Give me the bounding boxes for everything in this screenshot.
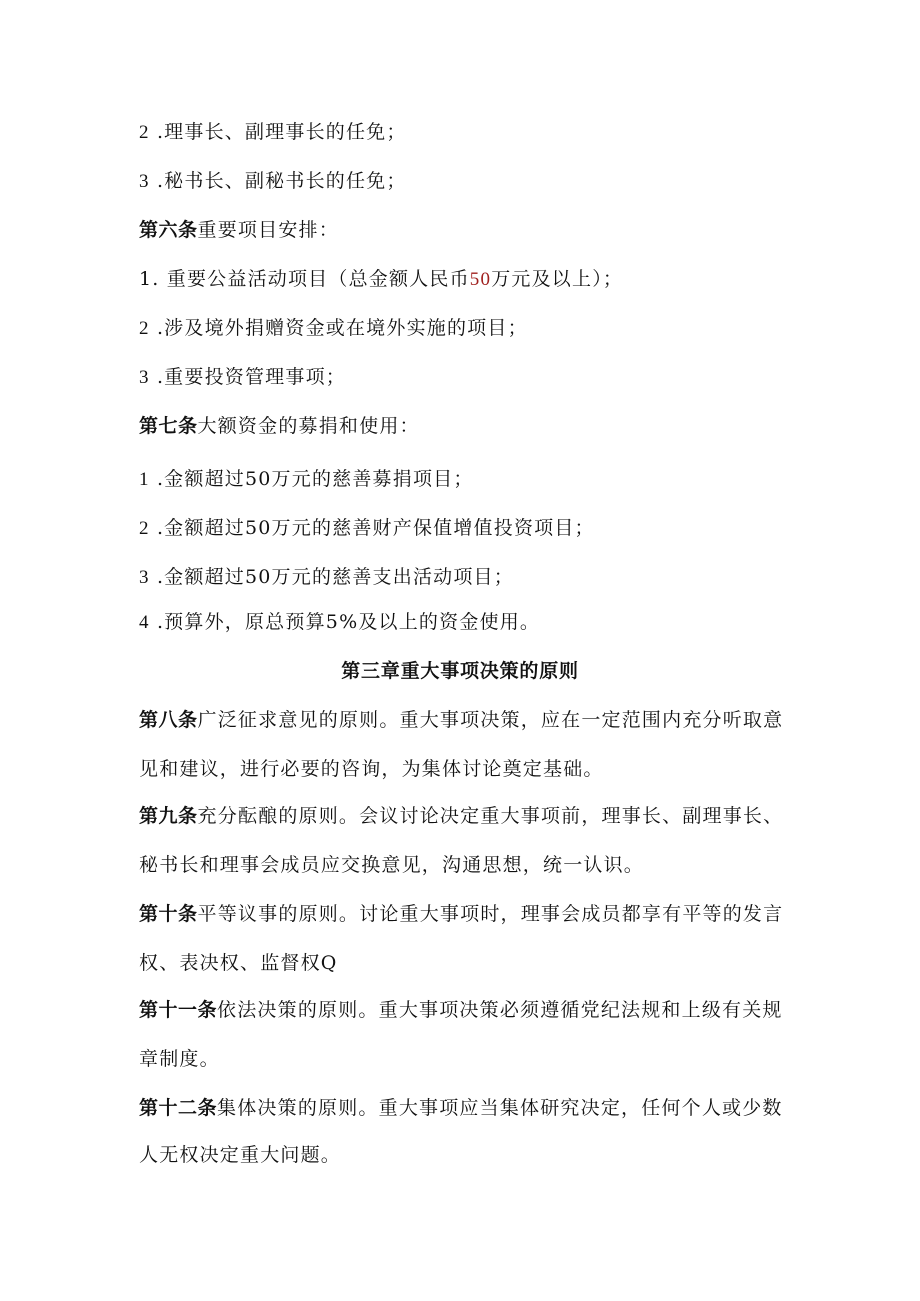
item-text: .涉及境外捐赠资金或在境外实施的项目； xyxy=(149,317,528,339)
item-text: .金额超过50万元的慈善募捐项目； xyxy=(149,468,474,490)
item-line xyxy=(139,610,799,635)
item-number: 2 xyxy=(139,318,150,339)
item-line xyxy=(139,516,799,541)
item-number: 3 xyxy=(139,367,150,388)
item-text: 万元及以上）； xyxy=(491,268,624,290)
article-10-continuation: 权、表决权、监督权Q xyxy=(139,952,338,974)
article-11 xyxy=(139,998,799,1022)
item-number: 3 xyxy=(139,171,150,192)
article-heading: 第十条 xyxy=(139,903,198,925)
article-10 xyxy=(139,902,799,926)
item-line xyxy=(139,365,799,390)
article-text: 大额资金的募捐和使用： xyxy=(197,415,420,437)
article-text: 依法决策的原则。重大事项决策必须遵循党纪法规和上级有关规 xyxy=(217,999,783,1021)
article-text: 集体决策的原则。重大事项应当集体研究决定，任何个人或少数 xyxy=(217,1097,783,1119)
item-text: .金额超过50万元的慈善财产保值增值投资项目； xyxy=(149,517,595,539)
item-text: .理事长、副理事长的任免； xyxy=(149,121,407,143)
item-line xyxy=(139,565,799,590)
article-11-continuation: 章制度。 xyxy=(139,1048,220,1070)
item-line xyxy=(139,467,799,492)
article-9 xyxy=(139,804,799,828)
article-12-continuation: 人无权决定重大问题。 xyxy=(139,1144,342,1166)
article-text: 重要项目安排： xyxy=(197,219,339,241)
article-6 xyxy=(139,218,799,242)
article-text: 充分酝酿的原则。会议讨论决定重大事项前，理事长、副理事长、 xyxy=(197,805,784,827)
article-12 xyxy=(139,1096,799,1120)
item-line xyxy=(139,169,799,194)
article-text: 广泛征求意见的原则。重大事项决策，应在一定范围内充分听取意 xyxy=(197,709,784,731)
article-7 xyxy=(139,414,799,438)
item-number: 4 xyxy=(139,612,150,633)
item-text: 1. 重要公益活动项目（总金额人民币 xyxy=(139,268,470,290)
item-text: .秘书长、副秘书长的任免； xyxy=(149,170,407,192)
item-number: 1 xyxy=(139,469,150,490)
article-8-continuation: 见和建议，进行必要的咨询，为集体讨论奠定基础。 xyxy=(139,758,604,780)
item-text: .重要投资管理事项； xyxy=(149,366,346,388)
item-number: 2 xyxy=(139,122,150,143)
chapter-title: 第三章重大事项决策的原则 xyxy=(341,660,579,682)
article-9-continuation: 秘书长和理事会成员应交换意见，沟通思想，统一认识。 xyxy=(139,854,645,876)
article-heading: 第七条 xyxy=(139,415,198,437)
article-heading: 第八条 xyxy=(139,709,198,731)
article-heading: 第九条 xyxy=(139,805,198,827)
highlighted-amount: 50 xyxy=(469,269,492,290)
item-number: 3 xyxy=(139,567,150,588)
article-8 xyxy=(139,708,799,732)
item-text: .金额超过50万元的慈善支出活动项目； xyxy=(149,566,514,588)
item-line xyxy=(139,316,799,341)
article-heading: 第六条 xyxy=(139,219,198,241)
item-line xyxy=(139,120,799,145)
article-heading: 第十一条 xyxy=(139,999,218,1021)
article-heading: 第十二条 xyxy=(139,1097,218,1119)
item-number: 2 xyxy=(139,518,150,539)
item-line xyxy=(139,267,799,292)
article-text: 平等议事的原则。讨论重大事项时，理事会成员都享有平等的发言 xyxy=(197,903,784,925)
item-text: .预算外，原总预算5%及以上的资金使用。 xyxy=(149,611,541,633)
